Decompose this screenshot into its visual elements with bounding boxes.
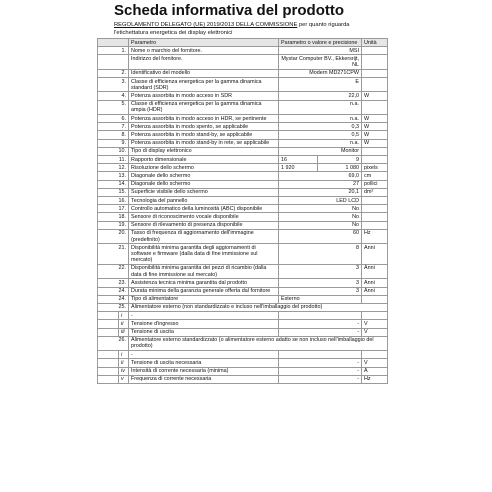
table-row (98, 55, 388, 69)
row-number: 4. (98, 92, 129, 100)
row-value: No (279, 213, 362, 221)
row-parameter: Tasso di frequenza di aggiornamento dell'immagine (predefinito) (129, 229, 279, 243)
page-title: Scheda informativa del prodotto (114, 2, 345, 19)
table-row (98, 295, 388, 303)
row-value: n.a. (279, 139, 362, 147)
table-row (98, 320, 388, 328)
table-row (98, 92, 388, 100)
row-subindex: i (119, 312, 129, 320)
row-parameter: Tensione di uscita necessaria (129, 359, 279, 367)
table-row (98, 78, 388, 92)
table-row (98, 279, 388, 287)
row-value: - (279, 375, 362, 383)
row-value: Esterno (279, 295, 362, 303)
row-number: 23. (98, 279, 129, 287)
row-parameter: Assistenza tecnica minima garantita dal prodotto (129, 279, 279, 287)
regulation-reference: REGOLAMENTO DELEGATO (UE) 2019/2013 DELLA COMMISSIONE (114, 22, 298, 28)
table-row (98, 312, 388, 320)
row-number (98, 359, 119, 367)
row-parameter: Sensore di rilevamento di presenza disponibile (129, 221, 279, 229)
table-row (98, 197, 388, 205)
row-number (98, 312, 119, 320)
row-parameter: Nome o marchio del fornitore. (129, 47, 279, 55)
row-parameter: Indirizzo del fornitore. (129, 55, 279, 69)
row-number: 10. (98, 147, 129, 155)
row-value: 3 (279, 287, 362, 295)
row-unit: W (362, 115, 388, 123)
row-parameter: Controllo automatico della luminosità (ABC) disponibile (129, 205, 279, 213)
row-parameter: Classe di efficienza energetica per la gamma dinamica ampia (HDR) (129, 100, 279, 114)
row-number: 14. (98, 180, 129, 188)
row-number: 16. (98, 197, 129, 205)
row-unit: V (362, 320, 388, 328)
row-unit (362, 47, 388, 55)
row-parameter: Alimentatore esterno standardizzato (o alimentatore esterno adatto se non incluso nell'imballaggio del prodotto) (129, 336, 388, 350)
row-number: 8. (98, 131, 129, 139)
table-row (98, 180, 388, 188)
table-row (98, 229, 388, 243)
row-number: 20. (98, 229, 129, 243)
row-value: 22,0 (279, 92, 362, 100)
row-unit: dm² (362, 188, 388, 196)
row-number: 24. (98, 295, 129, 303)
row-unit (362, 221, 388, 229)
row-parameter: - (129, 351, 279, 359)
row-unit: cm (362, 172, 388, 180)
row-unit: Anni (362, 264, 388, 278)
row-value: 0,5 (279, 131, 362, 139)
row-value: LED LCD (279, 197, 362, 205)
row-value-2: 9 (318, 156, 362, 164)
row-parameter: Potenza assorbita in modo stand-by in rete, se applicabile (129, 139, 279, 147)
row-unit: Hz (362, 229, 388, 243)
row-unit (362, 213, 388, 221)
header-value: Parametro o valore e precisione (279, 39, 362, 47)
row-number: 17. (98, 205, 129, 213)
row-value-1: 16 (279, 156, 318, 164)
row-value: 69,0 (279, 172, 362, 180)
table-row (98, 213, 388, 221)
table-row (98, 359, 388, 367)
row-value: Modern MD271CPW (279, 69, 362, 77)
row-number (98, 351, 119, 359)
table-row (98, 303, 388, 311)
row-value: - (279, 320, 362, 328)
table-row (98, 69, 388, 77)
row-value: No (279, 205, 362, 213)
row-unit: Anni (362, 244, 388, 265)
row-number (98, 55, 129, 69)
table-row (98, 351, 388, 359)
row-unit: W (362, 92, 388, 100)
table-row (98, 147, 388, 155)
row-parameter: Potenza assorbita in modo acceso in HDR, se pertinente (129, 115, 279, 123)
table-row (98, 164, 388, 172)
row-parameter: Disponibilità minima garantita dei pezzi di ricambio (dalla data di fine immissione sul mercato) (129, 264, 279, 278)
row-unit (362, 100, 388, 114)
row-value: No (279, 221, 362, 229)
row-subindex: ii (119, 359, 129, 367)
table-row (98, 172, 388, 180)
row-number: 19. (98, 221, 129, 229)
regulation-description: per quanto riguarda l'etichettatura energetica dei display elettronici (114, 22, 350, 36)
row-parameter: Sensore di riconoscimento vocale disponibile (129, 213, 279, 221)
row-number: 5. (98, 100, 129, 114)
table-row (98, 221, 388, 229)
row-parameter: Potenza assorbita in modo acceso in SDR (129, 92, 279, 100)
table-row (98, 287, 388, 295)
row-parameter: Frequenza di corrente necessaria (129, 375, 279, 383)
row-number: 7. (98, 123, 129, 131)
row-number: 3. (98, 78, 129, 92)
row-value: 0,3 (279, 123, 362, 131)
row-subindex: iv (119, 367, 129, 375)
table-row (98, 123, 388, 131)
row-value: - (279, 359, 362, 367)
row-value: Monitor (279, 147, 362, 155)
row-number: 18. (98, 213, 129, 221)
regulation-subtitle (114, 22, 364, 37)
row-value-2: 1 080 (318, 164, 362, 172)
row-value (279, 351, 362, 359)
header-parameter: Parametro (129, 39, 279, 47)
row-unit: A (362, 367, 388, 375)
table-row (98, 47, 388, 55)
row-value: - (279, 367, 362, 375)
row-value: 60 (279, 229, 362, 243)
row-number (98, 367, 119, 375)
row-parameter: - (129, 312, 279, 320)
table-row (98, 336, 388, 350)
row-number: 15. (98, 188, 129, 196)
row-unit: pixels (362, 164, 388, 172)
row-number: 21. (98, 244, 129, 265)
row-parameter: Classe di efficienza energetica per la gamma dinamica standard (SDR) (129, 78, 279, 92)
row-unit (362, 295, 388, 303)
row-unit (362, 147, 388, 155)
row-number: 6. (98, 115, 129, 123)
row-value: E (279, 78, 362, 92)
row-number: 11. (98, 156, 129, 164)
row-number: 26. (98, 336, 129, 350)
table-row (98, 131, 388, 139)
table-row (98, 205, 388, 213)
row-parameter: Tecnologia del pannello (129, 197, 279, 205)
row-unit (362, 55, 388, 69)
row-number: 22. (98, 264, 129, 278)
table-row (98, 115, 388, 123)
row-number: 25. (98, 303, 129, 311)
row-parameter: Rapporto dimensionale (129, 156, 279, 164)
row-unit: W (362, 139, 388, 147)
row-number (98, 375, 119, 383)
row-value: 3 (279, 264, 362, 278)
row-number: 12. (98, 164, 129, 172)
table-header-row (98, 39, 388, 47)
header-number-cell (98, 39, 129, 47)
row-unit: W (362, 131, 388, 139)
table-row (98, 188, 388, 196)
row-unit: pollici (362, 180, 388, 188)
table-row (98, 264, 388, 278)
row-value (279, 312, 362, 320)
table-row (98, 367, 388, 375)
row-value-1: 1 920 (279, 164, 318, 172)
row-subindex: i (119, 351, 129, 359)
product-data-table (97, 38, 388, 384)
row-unit (362, 205, 388, 213)
row-parameter: Superficie visibile dello schermo (129, 188, 279, 196)
row-value: 3 (279, 279, 362, 287)
row-value: - (279, 328, 362, 336)
row-parameter: Intensità di corrente necessaria (minima) (129, 367, 279, 375)
row-value: 27 (279, 180, 362, 188)
row-parameter: Tipo di alimentatore (129, 295, 279, 303)
row-unit (362, 197, 388, 205)
table-row (98, 375, 388, 383)
row-value: MSI (279, 47, 362, 55)
row-unit (362, 78, 388, 92)
row-number (98, 328, 119, 336)
row-number: 13. (98, 172, 129, 180)
row-number: 2. (98, 69, 129, 77)
row-parameter: Durata minima della garanzia generale offerta dal fornitore (129, 287, 279, 295)
row-unit (362, 156, 388, 164)
row-value: Mystar Computer BV., Ekkersrijt, NL (279, 55, 362, 69)
row-parameter: Risoluzione dello schermo (129, 164, 279, 172)
table-row (98, 328, 388, 336)
row-unit (362, 351, 388, 359)
row-unit: V (362, 328, 388, 336)
row-parameter: Disponibilità minima garantita degli aggiornamenti di software e firmware (dalla data di fine immissione sul mercato) (129, 244, 279, 265)
table-row (98, 100, 388, 114)
row-subindex: v (119, 375, 129, 383)
row-parameter: Tipo di display elettronico (129, 147, 279, 155)
row-parameter: Potenza assorbita in modo stand-by, se applicabile (129, 131, 279, 139)
row-number: 9. (98, 139, 129, 147)
row-parameter: Alimentatore esterno (non standardizzato e incluso nell'imballaggio del prodotto) (129, 303, 388, 311)
row-parameter: Potenza assorbita in modo spento, se applicabile (129, 123, 279, 131)
table-row (98, 139, 388, 147)
row-value: 20,1 (279, 188, 362, 196)
row-unit: W (362, 123, 388, 131)
row-value: n.a. (279, 100, 362, 114)
table-row (98, 156, 388, 164)
header-unit: Unità (362, 39, 388, 47)
table-body (98, 47, 388, 384)
row-parameter: Diagonale dello schermo (129, 180, 279, 188)
row-parameter: Tensione di uscita (129, 328, 279, 336)
row-subindex: iii (119, 328, 129, 336)
row-unit: V (362, 359, 388, 367)
row-unit: Hz (362, 375, 388, 383)
row-parameter: Diagonale dello schermo (129, 172, 279, 180)
row-parameter: Identificativo del modello (129, 69, 279, 77)
row-unit: Anni (362, 279, 388, 287)
row-number (98, 320, 119, 328)
row-subindex: ii (119, 320, 129, 328)
row-value: n.a. (279, 115, 362, 123)
row-parameter: Tensione d'ingresso (129, 320, 279, 328)
row-unit (362, 312, 388, 320)
row-unit (362, 69, 388, 77)
row-value: 8 (279, 244, 362, 265)
row-number: 24. (98, 287, 129, 295)
table-row (98, 244, 388, 265)
row-number: 1. (98, 47, 129, 55)
row-unit: Anni (362, 287, 388, 295)
